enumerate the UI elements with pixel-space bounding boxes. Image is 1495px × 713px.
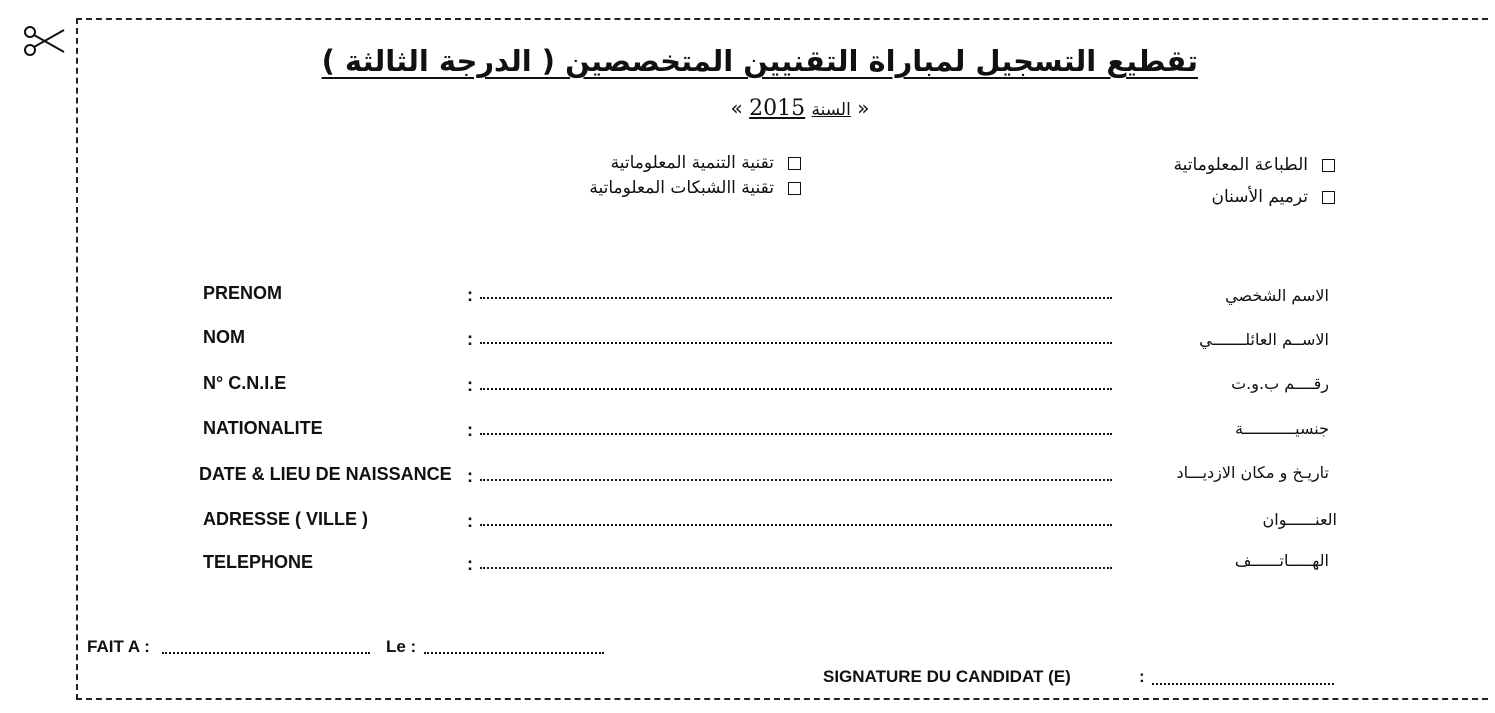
field-colon: : <box>467 466 473 486</box>
scissors-icon <box>22 24 66 58</box>
option-label: ترميم الأسنان <box>1211 187 1308 207</box>
option-it-networks[interactable] <box>589 178 801 198</box>
fait-a-label: FAIT A : <box>87 637 150 656</box>
field-colon: : <box>467 285 473 305</box>
option-printing[interactable] <box>1174 155 1335 175</box>
field-label-nationalite: NATIONALITE <box>203 418 323 438</box>
cnie-input-line[interactable] <box>480 374 1112 390</box>
option-label: الطباعة المعلوماتية <box>1173 155 1308 175</box>
form-title: تقطيع التسجيل لمباراة التقنيين المتخصصين ( الدرجة الثالثة ) <box>321 44 1198 78</box>
field-label-adresse: ADRESSE ( VILLE ) <box>203 509 369 529</box>
year-label: السنة <box>811 100 851 120</box>
field-label-telephone: TELEPHONE <box>203 552 314 572</box>
year-close-quote: » <box>730 96 743 120</box>
field-colon: : <box>467 511 473 531</box>
nom-input-line[interactable] <box>480 328 1112 344</box>
checkbox[interactable] <box>788 182 801 195</box>
signature-colon: : <box>1139 667 1145 686</box>
date-input-line[interactable] <box>424 640 604 654</box>
checkbox[interactable] <box>1322 191 1335 204</box>
field-label-prenom: PRENOM <box>203 283 283 303</box>
year-open-quote: « <box>857 96 870 120</box>
option-it-development[interactable] <box>611 153 801 173</box>
signature-input-line[interactable] <box>1152 671 1334 685</box>
checkbox[interactable] <box>1322 159 1335 172</box>
field-label-adresse-ar: العنــــــوان <box>1262 510 1337 529</box>
adresse-input-line[interactable] <box>480 510 1112 526</box>
naissance-input-line[interactable] <box>480 465 1112 481</box>
field-label-nom: NOM <box>203 327 245 347</box>
checkbox[interactable] <box>788 157 801 170</box>
field-colon: : <box>467 329 473 349</box>
field-label-telephone-ar: الهـــــاتــــــف <box>1234 551 1329 570</box>
option-dental[interactable] <box>1211 187 1335 207</box>
fait-a-input-line[interactable] <box>162 640 370 654</box>
telephone-input-line[interactable] <box>480 553 1112 569</box>
field-colon: : <box>467 375 473 395</box>
signature-label: SIGNATURE DU CANDIDAT (E) <box>823 667 1071 686</box>
year-value: 2015 <box>749 96 806 121</box>
option-label: تقنية التنمية المعلوماتية <box>610 153 774 173</box>
field-label-nationalite-ar: جنسيـــــــــــة <box>1235 419 1329 438</box>
field-label-cnie: N° C.N.I.E <box>203 373 287 393</box>
option-label: تقنية االشبكات المعلوماتية <box>589 178 774 198</box>
field-colon: : <box>467 420 473 440</box>
field-label-cnie-ar: رقــــم ب.و.ت <box>1231 374 1329 393</box>
field-label-naissance-ar: تاريـخ و مكان الازديـــاد <box>1176 463 1329 482</box>
prenom-input-line[interactable] <box>480 283 1112 299</box>
field-colon: : <box>467 554 473 574</box>
field-label-nom-ar: الاســم العائلـــــــي <box>1199 330 1329 349</box>
year-line <box>700 96 900 121</box>
field-label-naissance: DATE & LIEU DE NAISSANCE <box>199 464 452 484</box>
field-label-prenom-ar: الاسم الشخصي <box>1225 286 1329 305</box>
nationalite-input-line[interactable] <box>480 419 1112 435</box>
le-label: Le : <box>386 637 417 656</box>
